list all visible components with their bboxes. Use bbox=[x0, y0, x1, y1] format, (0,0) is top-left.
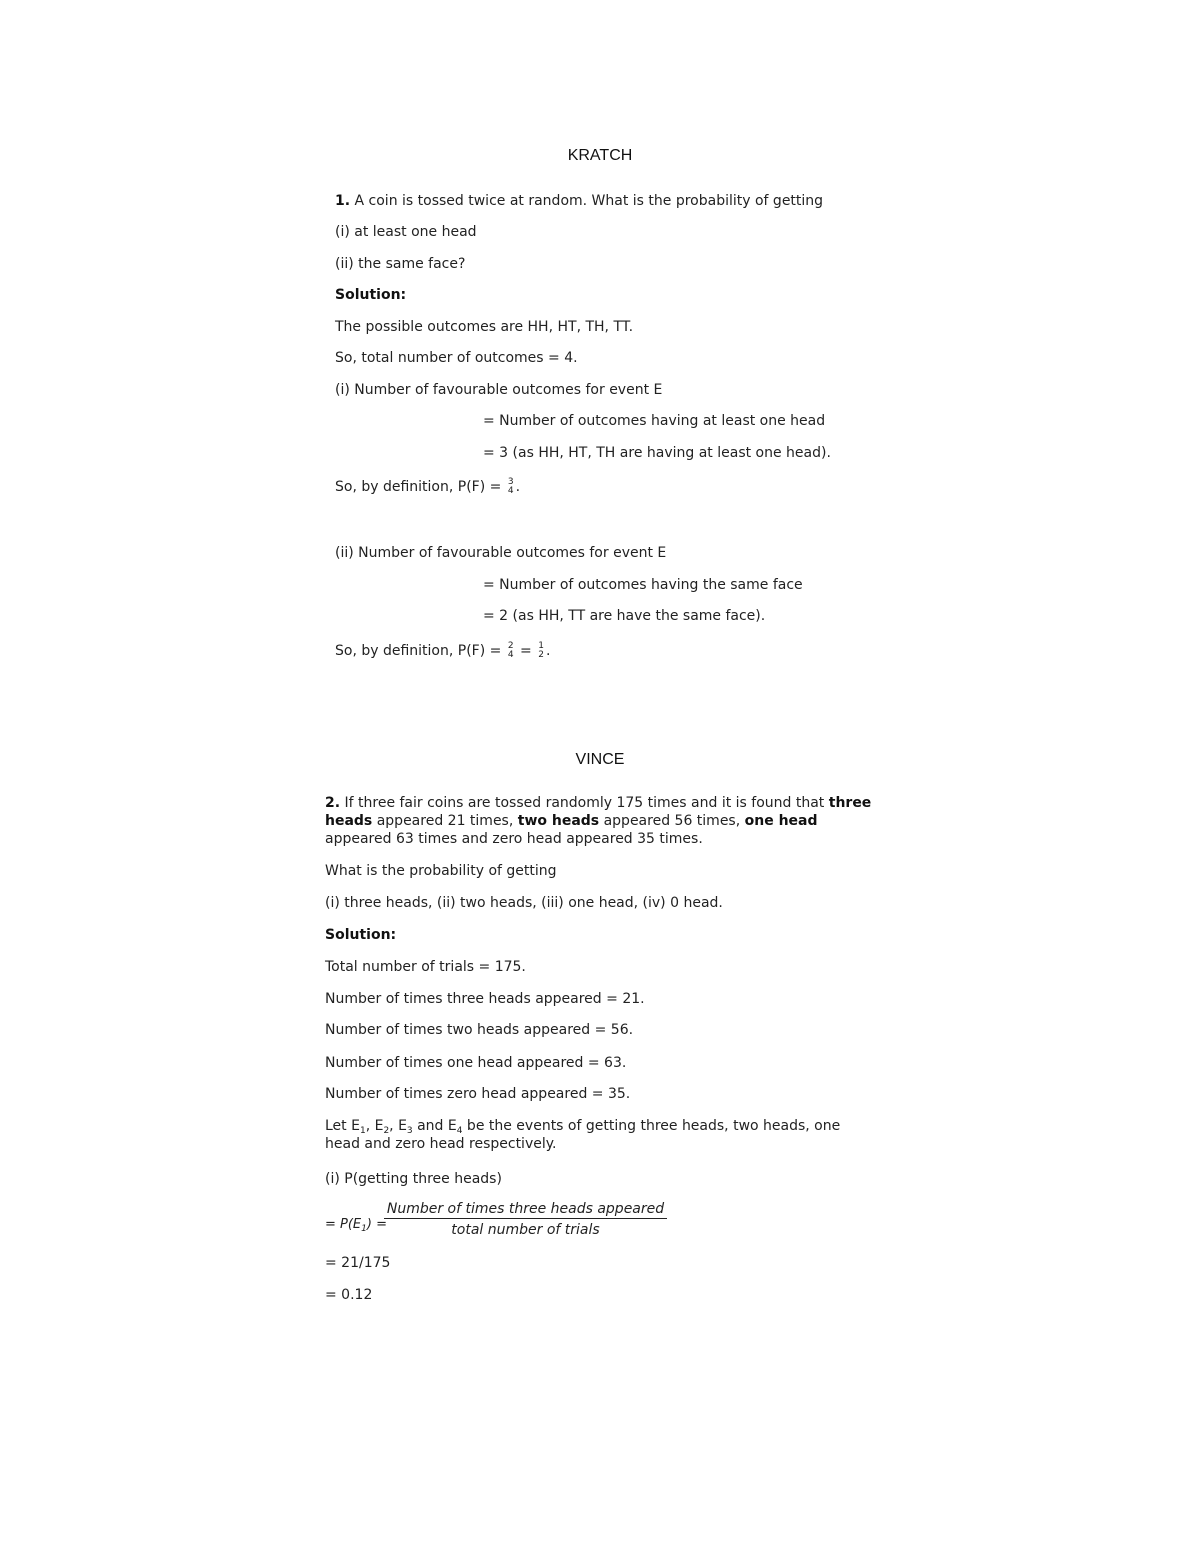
section-heading-kratch: KRATCH bbox=[567, 147, 633, 164]
solution-label: Solution: bbox=[335, 287, 407, 303]
what-is-line: What is the probability of getting bbox=[325, 863, 557, 879]
favourable-i-line: (i) Number of favourable outcomes for event E bbox=[335, 382, 663, 398]
fraction: 3 4 bbox=[507, 477, 514, 496]
definition-i-line: So, by definition, P(F) = 3 4 . bbox=[335, 477, 521, 496]
definition-ii-line: So, by definition, P(F) = 2 4 = 1 2 . bbox=[335, 641, 551, 660]
question-parts-line: (i) three heads, (ii) two heads, (iii) one head, (iv) 0 head. bbox=[325, 895, 723, 911]
section-heading-vince: VINCE bbox=[575, 751, 625, 768]
favourable-ii-eq2: = 2 (as HH, TT are have the same face). bbox=[483, 608, 766, 624]
question-text: A coin is tossed twice at random. What is the probability of getting bbox=[350, 193, 824, 209]
total-trials-line: Total number of trials = 175. bbox=[325, 959, 526, 975]
question-number: 1. bbox=[335, 193, 351, 209]
events-definition: Let $E_1$, $E_2$, $E_3$ and $E_4$ be the events of getting three heads, two heads, one head and zero head respectively. bbox=[325, 1118, 841, 1152]
favourable-ii-line: (ii) Number of favourable outcomes for event E bbox=[335, 545, 667, 561]
two-heads-line: Number of times two heads appeared = 56. bbox=[325, 1022, 634, 1038]
favourable-i-eq1: = Number of outcomes having at least one head bbox=[483, 413, 826, 429]
fraction: 2 4 bbox=[507, 641, 514, 660]
formula-denominator: total number of trials bbox=[451, 1222, 600, 1238]
result-decimal-line: = 0.12 bbox=[325, 1287, 373, 1303]
question-part-ii: (ii) the same face? bbox=[335, 256, 466, 272]
question-2: 2. If three fair coins are tossed randomly 175 times and it is found that three heads appeared 21 times, two heads appeared 56 times, one head appeared 63 times and zero head appeared 35 times. bbox=[325, 795, 872, 847]
result-fraction-line: = 21/175 bbox=[325, 1255, 391, 1271]
favourable-ii-eq1: = Number of outcomes having the same face bbox=[483, 577, 803, 593]
formula-lhs: = $P(E_1)$ = bbox=[325, 1217, 387, 1234]
fraction: 1 2 bbox=[538, 641, 544, 660]
three-heads-line: Number of times three heads appeared = 21. bbox=[325, 991, 645, 1007]
total-outcomes-line: So, total number of outcomes = 4. bbox=[335, 350, 578, 366]
question-1 bbox=[335, 192, 823, 210]
outcomes-line: The possible outcomes are HH, HT, TH, TT. bbox=[335, 319, 634, 335]
p-three-heads-line: (i) P(getting three heads) bbox=[325, 1171, 502, 1187]
one-head-line: Number of times one head appeared = 63. bbox=[325, 1055, 627, 1071]
question-part-i: (i) at least one head bbox=[335, 224, 477, 240]
favourable-i-eq2: = 3 (as HH, HT, TH are having at least one head). bbox=[483, 445, 831, 461]
formula-numerator: Number of times three heads appeared bbox=[384, 1200, 667, 1219]
solution-label-2: Solution: bbox=[325, 927, 397, 943]
zero-head-line: Number of times zero head appeared = 35. bbox=[325, 1086, 631, 1102]
